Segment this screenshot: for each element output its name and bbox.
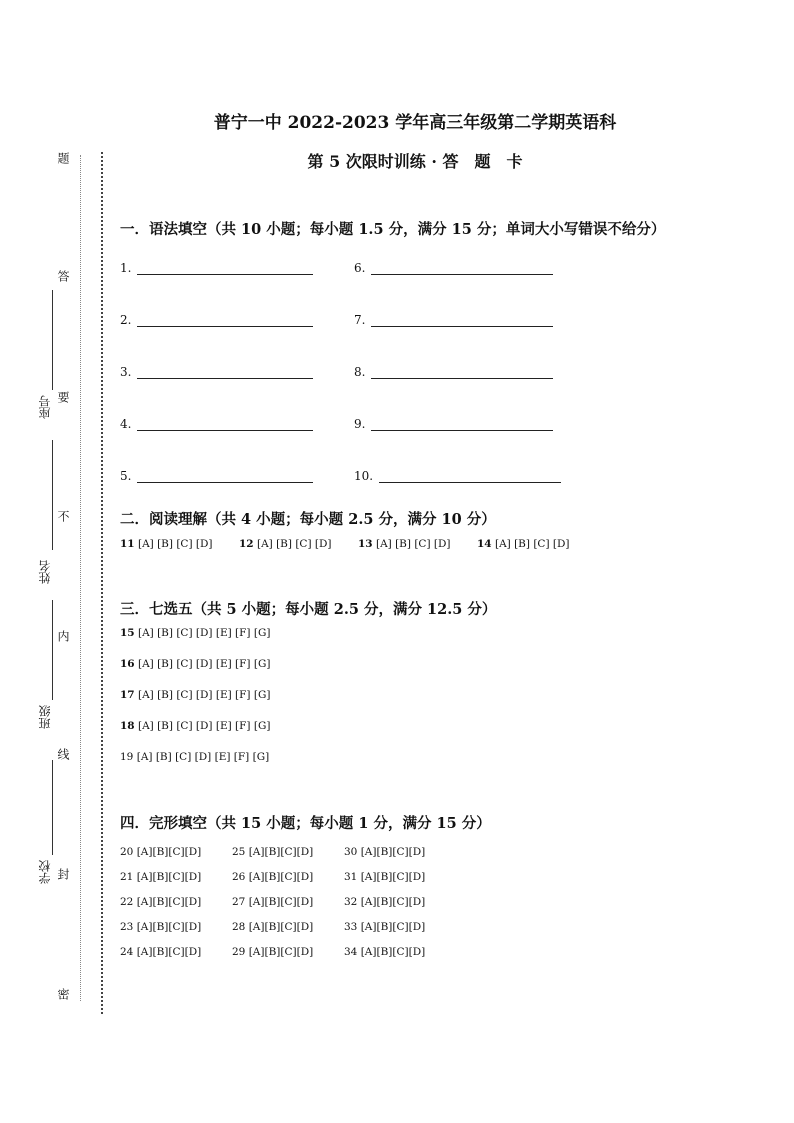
answer-options[interactable]: [A] [B] [C] [D] — [256, 538, 332, 550]
blank-number: 7. — [354, 313, 366, 327]
seal-char: 答 — [56, 270, 70, 282]
seal-char: 要 — [56, 391, 70, 403]
answer-line[interactable] — [137, 314, 313, 327]
choice-row-19[interactable] — [120, 751, 269, 763]
choice-row-18[interactable] — [120, 720, 270, 732]
choice-row-13[interactable] — [358, 538, 451, 550]
question-number: 11 — [120, 538, 135, 550]
answer-options[interactable]: [A] [B] [C] [D] [E] [F] [G] — [137, 658, 271, 670]
choice-row-15[interactable] — [120, 627, 270, 639]
answer-blank-10[interactable] — [354, 469, 561, 483]
question-number: 19 — [120, 751, 134, 763]
answer-line[interactable] — [371, 366, 553, 379]
choice-row-30[interactable]: 30 [A][B][C][D] — [344, 846, 426, 858]
answer-line[interactable] — [371, 314, 553, 327]
choice-row-34[interactable]: 34 [A][B][C][D] — [344, 946, 426, 958]
section-cloze-heading: 四．完形填空（共 15 小题；每小题 1 分，满分 15 分） — [120, 815, 491, 832]
question-number: 17 — [120, 689, 135, 701]
answer-line[interactable] — [371, 262, 553, 275]
question-number: 13 — [358, 538, 373, 550]
choice-row-21[interactable]: 21 [A][B][C][D] — [120, 871, 202, 883]
answer-options[interactable]: [A] [B] [C] [D] — [375, 538, 451, 550]
choice-row-29[interactable]: 29 [A][B][C][D] — [232, 946, 314, 958]
sheet-title: 普宁一中 2022-2023 学年高三年级第二学期英语科 — [213, 113, 617, 133]
answer-blank-1[interactable] — [120, 261, 313, 275]
blank-number: 9. — [354, 417, 366, 431]
choice-row-26[interactable]: 26 [A][B][C][D] — [232, 871, 314, 883]
question-number: 16 — [120, 658, 135, 670]
seal-char: 不 — [56, 510, 70, 522]
answer-line[interactable] — [137, 262, 313, 275]
choice-row-20[interactable]: 20 [A][B][C][D] — [120, 846, 202, 858]
blank-number: 4. — [120, 417, 132, 431]
class-label: 班级 — [38, 705, 52, 729]
choice-row-22[interactable]: 22 [A][B][C][D] — [120, 896, 202, 908]
answer-line[interactable] — [137, 366, 313, 379]
school-label: 学校 — [38, 860, 52, 884]
choice-row-23[interactable]: 23 [A][B][C][D] — [120, 921, 202, 933]
answer-blank-6[interactable] — [354, 261, 553, 275]
seat-number-field[interactable] — [52, 290, 53, 390]
choice-row-24[interactable]: 24 [A][B][C][D] — [120, 946, 202, 958]
name-field[interactable] — [52, 440, 53, 550]
answer-line[interactable] — [379, 470, 561, 483]
name-label: 姓名 — [38, 560, 52, 584]
answer-options[interactable]: [A] [B] [C] [D] [E] [F] [G] — [137, 720, 271, 732]
answer-line[interactable] — [137, 470, 313, 483]
answer-blank-3[interactable] — [120, 365, 313, 379]
blank-number: 8. — [354, 365, 366, 379]
choice-row-32[interactable]: 32 [A][B][C][D] — [344, 896, 426, 908]
seal-char: 线 — [56, 748, 70, 760]
question-number: 12 — [239, 538, 254, 550]
seal-char: 题 — [56, 152, 70, 164]
choice-row-17[interactable] — [120, 689, 270, 701]
class-field[interactable] — [52, 600, 53, 700]
answer-blank-5[interactable] — [120, 469, 313, 483]
seal-char: 内 — [56, 630, 70, 642]
choice-row-31[interactable]: 31 [A][B][C][D] — [344, 871, 426, 883]
seat-number-label: 座号 — [38, 395, 52, 419]
choice-row-16[interactable] — [120, 658, 270, 670]
answer-options[interactable]: [A] [B] [C] [D] [E] [F] [G] — [137, 689, 271, 701]
blank-number: 3. — [120, 365, 132, 379]
answer-blank-9[interactable] — [354, 417, 553, 431]
seal-char: 密 — [56, 988, 70, 1000]
answer-options[interactable]: [A] [B] [C] [D] [E] [F] [G] — [137, 627, 271, 639]
seal-line-inner — [101, 152, 103, 1014]
blank-number: 10. — [354, 469, 374, 483]
answer-blank-7[interactable] — [354, 313, 553, 327]
answer-blank-4[interactable] — [120, 417, 313, 431]
seal-char: 封 — [56, 868, 70, 880]
seal-line-outer — [80, 155, 81, 1001]
school-field[interactable] — [52, 760, 53, 855]
answer-options[interactable]: [A] [B] [C] [D] — [494, 538, 570, 550]
section-reading-heading: 二．阅读理解（共 4 小题；每小题 2.5 分，满分 10 分） — [120, 511, 496, 528]
blank-number: 1. — [120, 261, 132, 275]
choice-row-25[interactable]: 25 [A][B][C][D] — [232, 846, 314, 858]
section-seven-five-heading: 三．七选五（共 5 小题；每小题 2.5 分，满分 12.5 分） — [120, 601, 497, 618]
blank-number: 6. — [354, 261, 366, 275]
blank-number: 5. — [120, 469, 132, 483]
choice-row-27[interactable]: 27 [A][B][C][D] — [232, 896, 314, 908]
question-number: 18 — [120, 720, 135, 732]
question-number: 15 — [120, 627, 135, 639]
answer-blank-8[interactable] — [354, 365, 553, 379]
choice-row-28[interactable]: 28 [A][B][C][D] — [232, 921, 314, 933]
answer-options[interactable]: [A] [B] [C] [D] [E] [F] [G] — [136, 751, 270, 763]
section-grammar-heading: 一．语法填空（共 10 小题；每小题 1.5 分，满分 15 分；单词大小写错误不给分） — [120, 221, 666, 238]
answer-blank-2[interactable] — [120, 313, 313, 327]
blank-number: 2. — [120, 313, 132, 327]
answer-line[interactable] — [371, 418, 553, 431]
sheet-subtitle: 第 5 次限时训练 · 答 题 卡 — [307, 152, 523, 171]
choice-row-11[interactable] — [120, 538, 213, 550]
choice-row-12[interactable] — [239, 538, 332, 550]
choice-row-33[interactable]: 33 [A][B][C][D] — [344, 921, 426, 933]
choice-row-14[interactable] — [477, 538, 570, 550]
answer-options[interactable]: [A] [B] [C] [D] — [137, 538, 213, 550]
answer-line[interactable] — [137, 418, 313, 431]
question-number: 14 — [477, 538, 492, 550]
